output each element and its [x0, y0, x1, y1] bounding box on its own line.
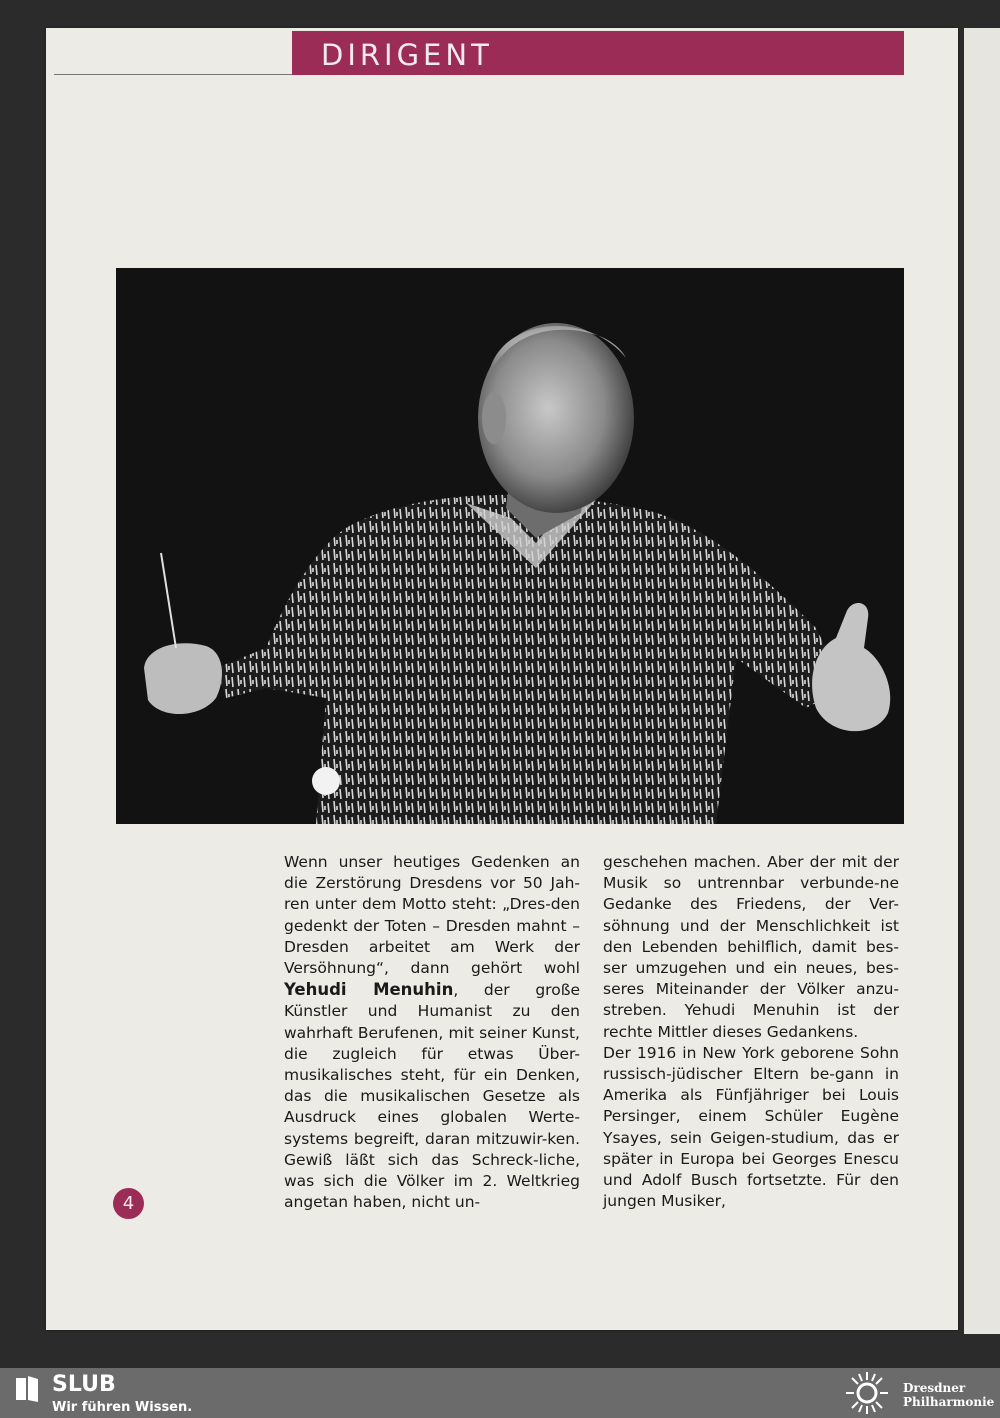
conductor-photo [116, 268, 904, 824]
article-paragraph [284, 852, 580, 1213]
article-text: Wenn unser heutiges Gedenken an die Zerstörung Dresdens vor 50 Jah-ren unter dem Motto steht: „Dres-den gedenkt der Toten – Dresden mahnt – Dresden arbeitet am Werk der Versöhnung“, dann gehört wohl [284, 853, 580, 978]
article-paragraph: geschehen machen. Aber der mit der Musik so untrennbar verbunde-ne Gedanke des Friedens, der Ver-söhnung und der Menschlichkeit ist den Lebenden behilflich, damit bes-ser umzugehen und ein neues, bes-seres Miteinander der Völker anzu-streben. Yehudi Menuhin ist der rechte Mittler dieses Gedankens. [603, 853, 899, 1041]
adjacent-page-edge [964, 28, 1000, 1334]
partner-name-line2: Philharmonie [903, 1395, 995, 1409]
page-number-badge: 4 [113, 1188, 144, 1219]
article-paragraph: Der 1916 in New York geborene Sohn russisch-jüdischer Eltern be-gann in Amerika als Fünfjähriger bei Louis Persinger, einem Schüler Eugène Ysayes, sein Geigen-studium, das er später in Europa bei Georges Enescu und Adolf Busch fortsetzte. Für den jungen Musiker, [603, 1043, 899, 1211]
book-icon [14, 1374, 40, 1404]
partner-name-line1: Dresdner [903, 1381, 966, 1395]
highlighted-name: Yehudi Menuhin [284, 980, 454, 1000]
library-tagline: Wir führen Wissen. [52, 1400, 193, 1415]
sunburst-logo-icon [842, 1370, 892, 1416]
partner-name [903, 1381, 998, 1409]
conductor-photo-illustration [116, 268, 904, 824]
library-name: SLUB [52, 1372, 116, 1397]
section-title: DIRIGENT [321, 38, 493, 72]
article-column-right [603, 852, 899, 1212]
article-column-left [284, 852, 580, 1213]
article-text: , der große Künstler und Humanist zu den wahrhaft Berufenen, mit seiner Kunst, die zugleich für etwas Über-musikalisches steht, für ein Denken, das die musikalischen Gesetze als Ausdruck eines globalen Werte-systems begreift, daran mitzuwir-ken. Gewiß läßt sich das Schreck-liche, was sich die Völker im 2. Weltkrieg angetan haben, nicht un- [284, 981, 580, 1212]
